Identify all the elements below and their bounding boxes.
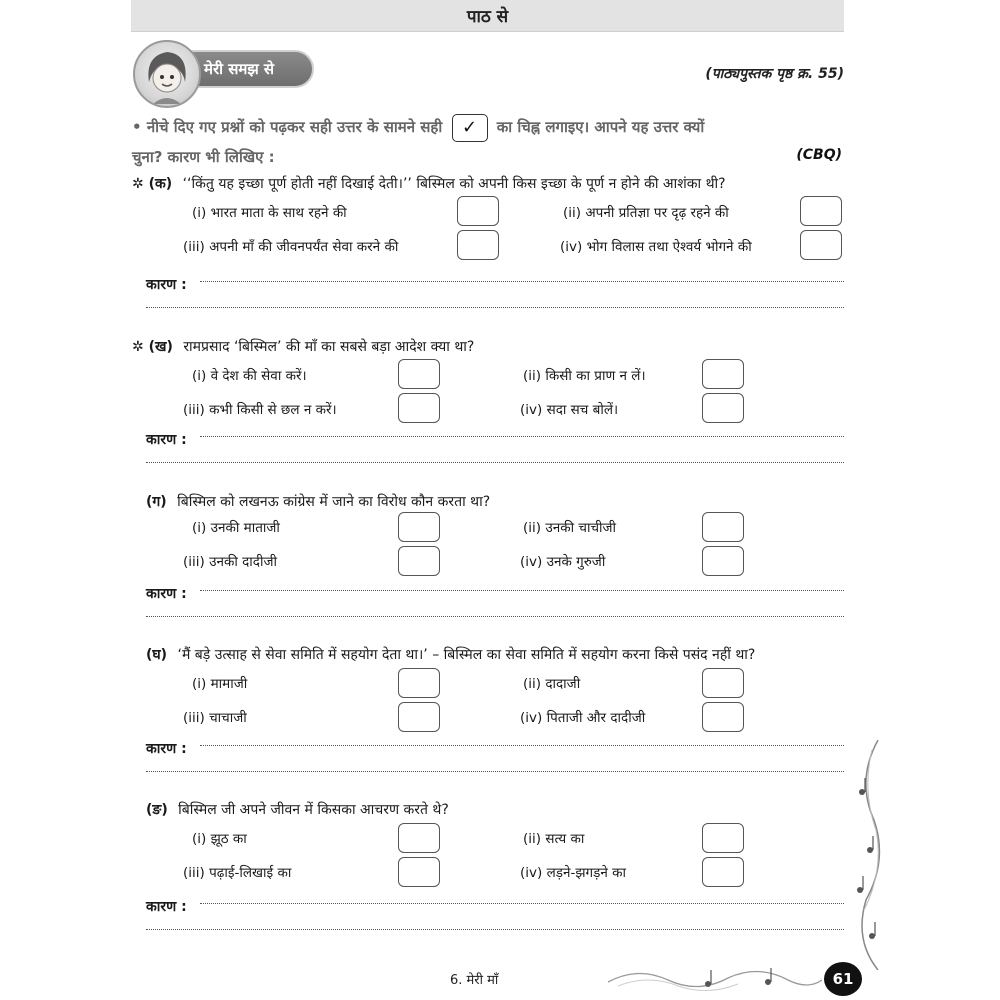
question-marker: ✲ (क): [132, 176, 173, 192]
bullet: •: [132, 118, 142, 136]
answer-box[interactable]: [702, 393, 744, 423]
answer-box[interactable]: [398, 393, 440, 423]
question-marker: ✲ (ख): [132, 339, 173, 355]
option-label: (iii) पढ़ाई-लिखाई का: [183, 865, 292, 881]
option-label: (iii) कभी किसी से छल न करें।: [183, 402, 337, 418]
header-title: पाठ से: [466, 7, 509, 27]
question-text: रामप्रसाद ‘बिस्मिल’ की माँ का सबसे बड़ा आदेश क्या था?: [183, 339, 475, 355]
option-label: (ii) दादाजी: [523, 676, 581, 692]
reason-label: कारण :: [146, 741, 187, 757]
answer-box[interactable]: [702, 823, 744, 853]
answer-box[interactable]: [398, 668, 440, 698]
question-ka: [132, 174, 726, 193]
answer-box[interactable]: [702, 512, 744, 542]
answer-line[interactable]: [200, 436, 844, 437]
instruction-part1: नीचे दिए गए प्रश्नों को पढ़कर सही उत्तर के सामने सही: [146, 118, 443, 136]
question-ga: [146, 492, 490, 511]
question-text: ‘मैं बड़े उत्साह से सेवा समिति में सहयोग देता था।’ – बिस्मिल का सेवा समिति में सहयोग करना किसे पसंद नहीं था?: [177, 647, 756, 663]
answer-line[interactable]: [200, 745, 844, 746]
option-label: (i) उनकी माताजी: [192, 520, 280, 536]
option-label: (i) वे देश की सेवा करें।: [192, 368, 307, 384]
answer-box[interactable]: [702, 546, 744, 576]
tick-sample-icon: ✓: [452, 114, 488, 142]
answer-line[interactable]: [146, 771, 844, 772]
section-title: मेरी समझ से: [204, 60, 275, 78]
answer-line[interactable]: [146, 307, 844, 308]
option-label: (iv) पिताजी और दादीजी: [520, 710, 646, 726]
option-label: (iii) उनकी दादीजी: [183, 554, 277, 570]
option-label: (i) भारत माता के साथ रहने की: [192, 205, 347, 221]
answer-box[interactable]: [702, 702, 744, 732]
option-label: (iii) चाचाजी: [183, 710, 247, 726]
option-label: (ii) किसी का प्राण न लें।: [523, 368, 646, 384]
answer-box[interactable]: [398, 702, 440, 732]
answer-box[interactable]: [398, 512, 440, 542]
chapter-title: 6. मेरी माँ: [450, 973, 499, 988]
answer-box[interactable]: [702, 857, 744, 887]
question-text: बिस्मिल को लखनऊ कांग्रेस में जाने का विरोध कौन करता था?: [177, 494, 491, 510]
answer-box[interactable]: [702, 359, 744, 389]
answer-box[interactable]: [800, 230, 842, 260]
option-label: (iv) भोग विलास तथा ऐश्वर्य भोगने की: [560, 239, 752, 255]
answer-line[interactable]: [200, 281, 844, 282]
answer-line[interactable]: [146, 462, 844, 463]
reason-label: कारण :: [146, 277, 187, 293]
question-marker: (घ): [146, 647, 168, 663]
answer-box[interactable]: [800, 196, 842, 226]
instruction-line2: चुना? कारण भी लिखिए :: [132, 148, 275, 166]
answer-box[interactable]: [457, 196, 499, 226]
option-label: (iv) उनके गुरुजी: [520, 554, 606, 570]
answer-box[interactable]: [398, 857, 440, 887]
question-gha: [146, 645, 755, 664]
question-marker: (ङ): [146, 802, 168, 818]
answer-line[interactable]: [146, 929, 844, 930]
question-marker: (ग): [146, 494, 167, 510]
answer-box[interactable]: [398, 823, 440, 853]
option-label: (i) मामाजी: [192, 676, 248, 692]
question-text: बिस्मिल जी अपने जीवन में किसका आचरण करते थे?: [178, 802, 449, 818]
instruction: [132, 112, 844, 172]
question-kha: [132, 337, 474, 356]
section-title-tab: [190, 50, 314, 88]
option-label: (iii) अपनी माँ की जीवनपर्यंत सेवा करने की: [183, 239, 399, 255]
girl-avatar-icon: [133, 40, 201, 108]
page-number: 61: [824, 962, 862, 996]
answer-box[interactable]: [702, 668, 744, 698]
answer-line[interactable]: [146, 616, 844, 617]
option-label: (i) झूठ का: [192, 831, 247, 847]
music-ornament-icon: [848, 740, 888, 970]
reason-label: कारण :: [146, 586, 187, 602]
answer-line[interactable]: [200, 903, 844, 904]
question-nga: [146, 800, 449, 819]
reason-label: कारण :: [146, 432, 187, 448]
footer-ornament-icon: [608, 962, 822, 996]
option-label: (ii) उनकी चाचीजी: [523, 520, 617, 536]
answer-box[interactable]: [457, 230, 499, 260]
question-text: ‘‘किंतु यह इच्छा पूर्ण होती नहीं दिखाई देती।’’ बिस्मिल को अपनी किस इच्छा के पूर्ण न होने की आशंका थी?: [182, 176, 726, 192]
option-label: (ii) अपनी प्रतिज्ञा पर दृढ़ रहने की: [563, 205, 729, 221]
answer-box[interactable]: [398, 546, 440, 576]
option-label: (iv) लड़ने-झगड़ने का: [520, 865, 626, 881]
option-label: (ii) सत्य का: [523, 831, 585, 847]
cbq-tag: (CBQ): [796, 147, 842, 163]
answer-line[interactable]: [200, 590, 844, 591]
page-header: [131, 0, 844, 32]
option-label: (iv) सदा सच बोलें।: [520, 402, 619, 418]
reason-label: कारण :: [146, 899, 187, 915]
textbook-reference: (पाठ्यपुस्तक पृष्ठ क्र. 55): [705, 66, 844, 82]
instruction-part2: का चिह्न लगाइए। आपने यह उत्तर क्यों: [496, 118, 705, 136]
answer-box[interactable]: [398, 359, 440, 389]
